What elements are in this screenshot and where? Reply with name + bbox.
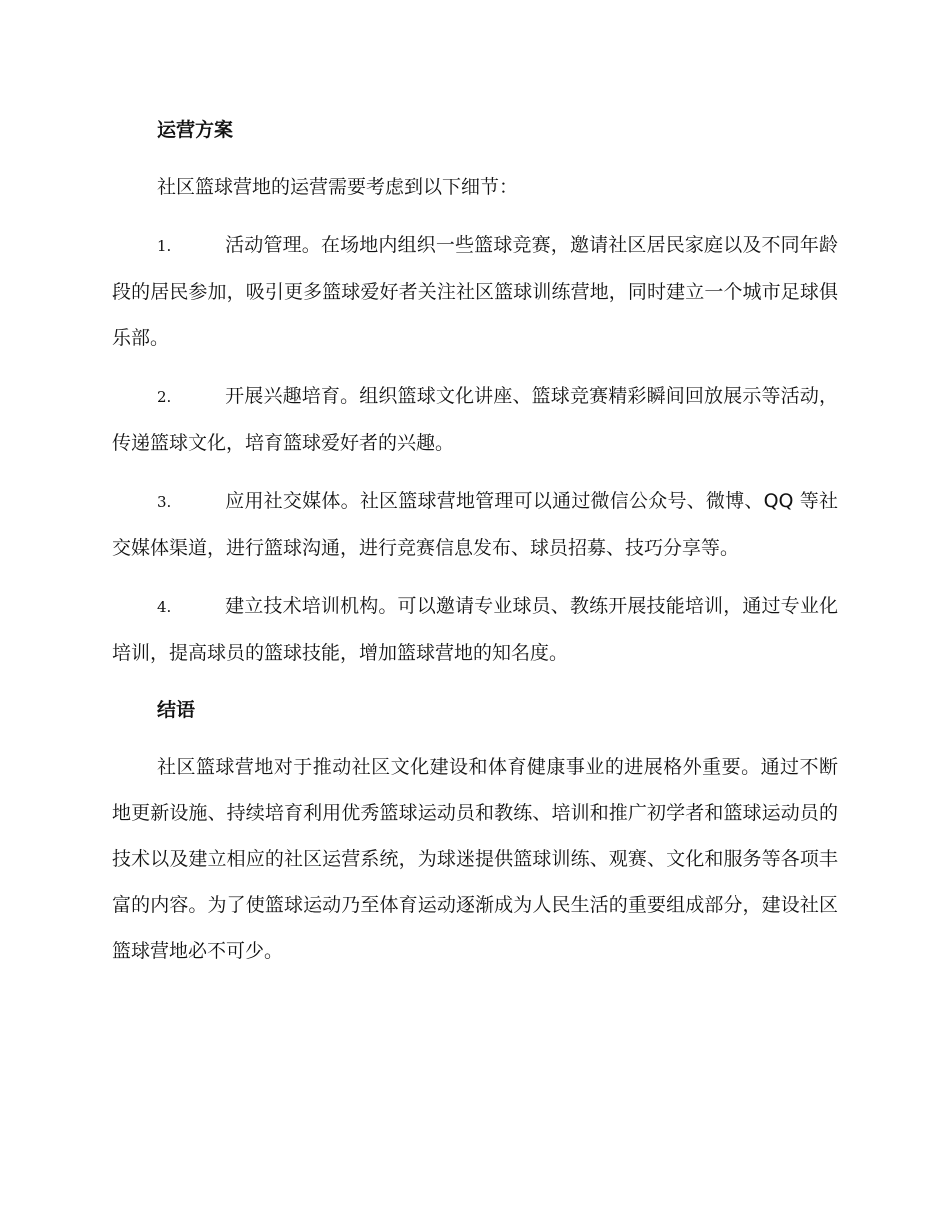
- conclusion-body: 社区篮球营地对于推动社区文化建设和体育健康事业的进展格外重要。通过不断地更新设施、持续培育利用优秀篮球运动员和教练、培训和推广初学者和篮球运动员的技术以及建立相应的社区运营系统，为球迷提供篮球训练、观赛、文化和服务等各项丰富的内容。为了使篮球运动乃至体育运动逐渐成为人民生活的重要组成部分，建设社区篮球营地必不可少。: [112, 756, 838, 962]
- operations-intro: 社区篮球营地的运营需要考虑到以下细节：: [157, 176, 519, 198]
- item-number: 1.: [157, 237, 172, 255]
- item-number: 2.: [157, 388, 172, 406]
- operations-item-1: [112, 222, 838, 361]
- item-text: 建立技术培训机构。可以邀请专业球员、教练开展技能培训，通过专业化培训，提高球员的篮球技能，增加篮球营地的知名度。: [112, 595, 838, 664]
- section-heading-conclusion: 结语: [157, 699, 196, 721]
- document-body: [112, 108, 838, 986]
- section-heading-operations: 运营方案: [157, 119, 234, 141]
- operations-item-4: [112, 583, 838, 676]
- item-number: 4.: [157, 598, 172, 616]
- item-text: 开展兴趣培育。组织篮球文化讲座、篮球竞赛精彩瞬间回放展示等活动，传递篮球文化，培育篮球爱好者的兴趣。: [112, 385, 838, 454]
- operations-item-3: [112, 478, 838, 571]
- item-text: 活动管理。在场地内组织一些篮球竞赛，邀请社区居民家庭以及不同年龄段的居民参加，吸引更多篮球爱好者关注社区篮球训练营地，同时建立一个城市足球俱乐部。: [112, 234, 838, 349]
- item-number: 3.: [157, 493, 172, 511]
- operations-item-2: [112, 373, 838, 466]
- item-text: 应用社交媒体。社区篮球营地管理可以通过微信公众号、微博、QQ 等社交媒体渠道，进行篮球沟通，进行竞赛信息发布、球员招募、技巧分享等。: [112, 490, 838, 559]
